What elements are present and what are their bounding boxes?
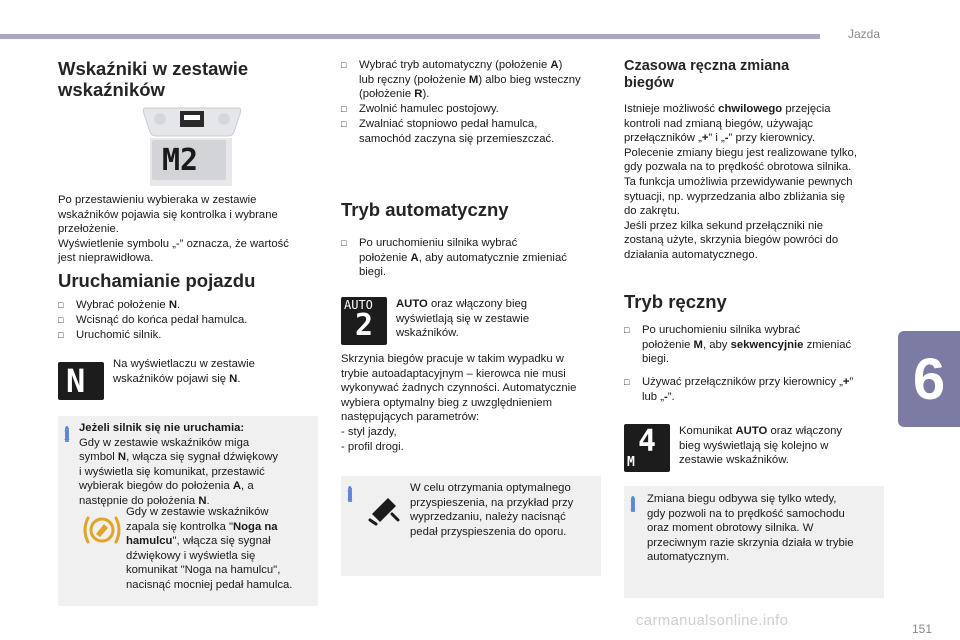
watermark: carmanualsonline.info	[636, 612, 789, 629]
auto-display-text: AUTO oraz włączony bieg wyświetlają się w zestawie wskaźników.	[396, 298, 530, 340]
start-step-1: □ Wybrać położenie N.	[58, 299, 181, 311]
checkbox-marker-icon: □	[58, 315, 64, 325]
start-step-2: □ Wcisnąć do końca pedał hamulca.	[58, 314, 248, 326]
accelerator-pedal-icon	[366, 492, 402, 528]
engine-start-warning-text: Jeżeli silnik się nie uruchamia: Gdy w zestawie wskaźników miga symbol N, włącza się sygnał dźwiękowy i wyświetla się komunikat, przestawić wybierak biegów do położenia A, a następnie do położenia N.	[79, 422, 279, 507]
drive-step-1: □ Wybrać tryb automatyczny (położenie A) lub ręczny (położenie M) albo bieg wsteczny (położenie R).	[341, 59, 581, 101]
section-title-temporary-manual: Czasowa ręczna zmiana biegów	[624, 58, 790, 91]
section-title-start: Uruchamianie pojazdu	[58, 270, 256, 291]
checkbox-marker-icon: □	[341, 60, 347, 70]
info-icon: i	[64, 423, 70, 445]
cluster-screen-glare	[184, 115, 200, 120]
info-icon: i	[347, 483, 353, 505]
info-icon: i	[630, 493, 636, 515]
checkbox-marker-icon: □	[58, 330, 64, 340]
manual-display-text: Komunikat AUTO oraz włączony bieg wyświetlają się kolejno w zestawie wskaźników.	[679, 425, 843, 467]
checkbox-marker-icon: □	[624, 377, 630, 387]
indicators-paragraph: Po przestawieniu wybieraka w zestawie wskaźników pojawia się kontrolka i wybrane przełożenie. Wyświetlenie symbolu „-” oznacza, że wartość jest nieprawidłowa.	[58, 194, 289, 265]
cluster-right-gauge	[218, 113, 230, 125]
chapter-tab	[898, 331, 960, 427]
gear-change-info-text: Zmiana biegu odbywa się tylko wtedy, gdy pozwoli na to prędkość samochodu oraz moment obrotowy silnika. W przeciwnym razie skrzynia działa w trybie automatycznym.	[647, 493, 854, 564]
section-title-indicators: Wskaźniki w zestawie wskaźników	[58, 58, 249, 100]
section-title-automatic: Tryb automatyczny	[341, 199, 509, 220]
gear-display-m4: 4 M	[624, 424, 670, 472]
gear-display-n: N	[58, 362, 104, 400]
header-bar	[0, 34, 820, 39]
automatic-paragraph: Skrzynia biegów pracuje w takim wypadku w trybie autoadaptacyjnym – kierowca nie musi wykonywać żadnych czynności. Automatycznie wybiera optymalny bieg z uwzględnieniem następujących parametrów: - styl jazdy, - profil drogi.	[341, 353, 577, 453]
checkbox-marker-icon: □	[58, 300, 64, 310]
gear-display-auto: AUTO 2	[341, 297, 387, 345]
manual-step-1: □ Po uruchomieniu silnika wybrać położenie M, aby sekwencyjnie zmieniać biegi.	[624, 324, 852, 366]
chapter-label: Jazda	[848, 27, 881, 41]
drive-step-2: □ Zwolnić hamulec postojowy.	[341, 103, 499, 115]
automatic-step: □ Po uruchomieniu silnika wybrać położenie A, aby automatycznie zmieniać biegi.	[341, 237, 567, 279]
brake-warning-text: Gdy w zestawie wskaźników zapala się kontrolka "Noga na hamulcu", włącza się sygnał dźwiękowy i wyświetla się komunikat "Noga na hamulcu", nacisnąć mocniej pedał hamulca.	[126, 506, 293, 591]
checkbox-marker-icon: □	[341, 238, 347, 248]
gear-display-m2: M2	[152, 140, 226, 180]
cluster-left-gauge	[154, 113, 166, 125]
manual-step-2: □ Używać przełączników przy kierownicy „+” lub „-”.	[624, 376, 854, 403]
n-display-text: Na wyświetlaczu w zestawie wskaźników pojawi się N.	[113, 358, 255, 385]
drive-step-3: □ Zwalniać stopniowo pedał hamulca, samochód zaczyna się przemieszczać.	[341, 118, 555, 145]
checkbox-marker-icon: □	[341, 119, 347, 129]
foot-on-brake-icon	[80, 510, 124, 550]
section-title-manual: Tryb ręczny	[624, 291, 727, 312]
page-number: 151	[912, 622, 933, 636]
temporary-manual-paragraph: Istnieje możliwość chwilowego przejęcia kontroli nad zmianą biegów, używając przełączników „+” i „-” przy kierownicy. Polecenie zmiany biegu jest realizowane tylko, gdy pozwala na to prędkość obrotowa silnika. Ta funkcja umożliwia przewidywanie pewnych sytuacji, np. wyprzedzania albo zbliżania się do zakrętu. Jeśli przez kilka sekund przełączniki nie zostaną użyte, skrzynia biegów powróci do działania automatycznego.	[624, 103, 857, 261]
checkbox-marker-icon: □	[341, 104, 347, 114]
checkbox-marker-icon: □	[624, 325, 630, 335]
start-step-3: □ Uruchomić silnik.	[58, 329, 162, 341]
chapter-number: 6	[912, 346, 946, 412]
kickdown-info-text: W celu otrzymania optymalnego przyspieszenia, na przykład przy wyprzedzaniu, należy nacisnąć pedał przyspieszenia do oporu.	[410, 482, 574, 538]
